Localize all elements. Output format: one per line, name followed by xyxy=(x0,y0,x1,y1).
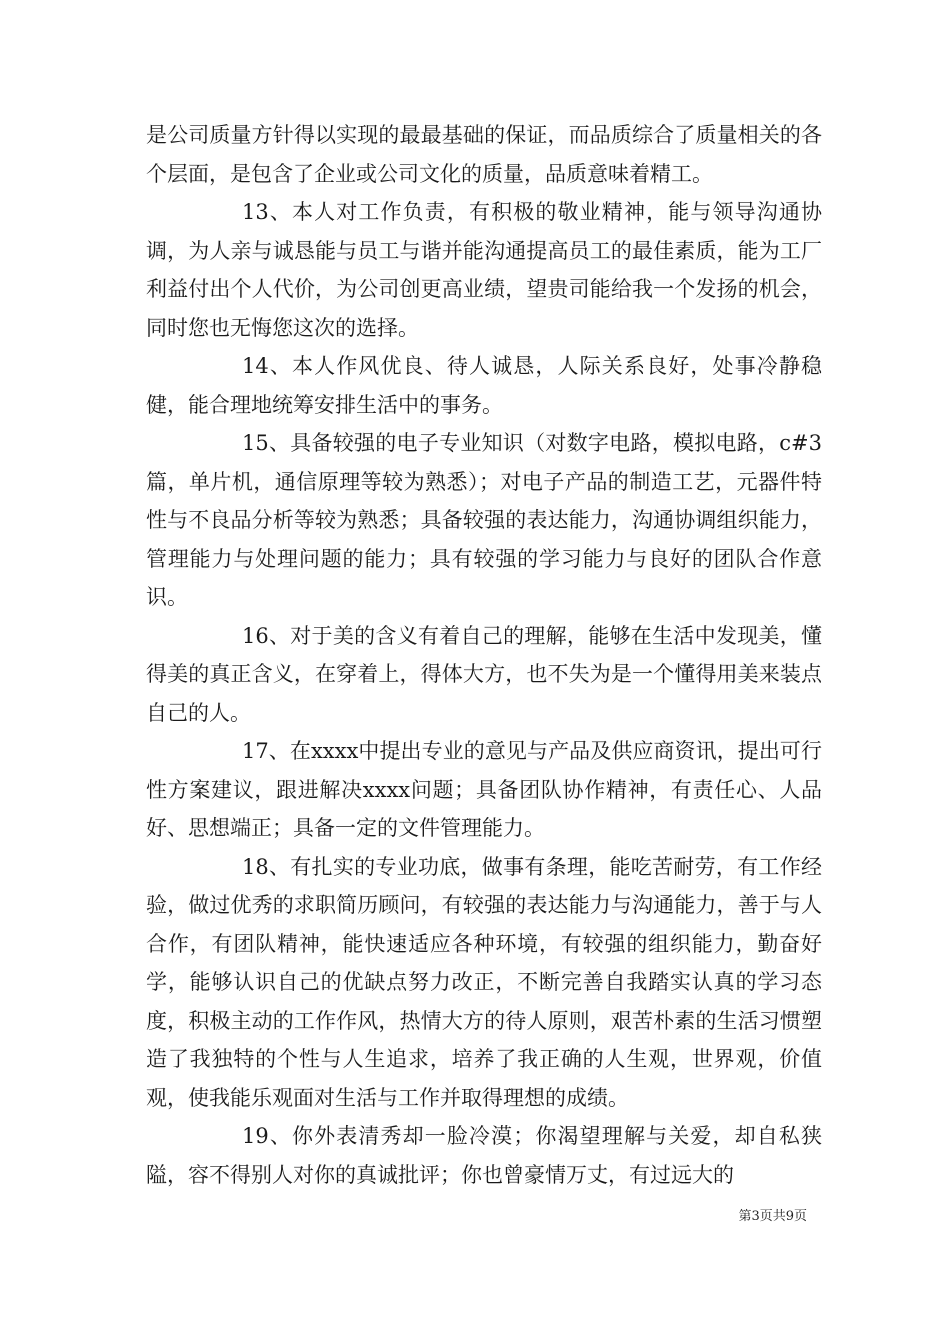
document-body xyxy=(146,116,822,1194)
paragraph-item-18: 18、有扎实的专业功底，做事有条理，能吃苦耐劳，有工作经验，做过优秀的求职简历顾问，有较强的表达能力与沟通能力，善于与人合作，有团队精神，能快速适应各种环境，有较强的组织能力，勤奋好学，能够认识自己的优缺点努力改正，不断完善自我踏实认真的学习态度，积极主动的工作作风，热情大方的待人原则，艰苦朴素的生活习惯塑造了我独特的个性与人生追求，培养了我正确的人生观，世界观，价值观，使我能乐观面对生活与工作并取得理想的成绩。 xyxy=(146,854,822,1110)
paragraph-item-14: 14、本人作风优良、待人诚恳，人际关系良好，处事冷静稳健，能合理地统筹安排生活中的事务。 xyxy=(146,354,822,417)
paragraph-item-13: 13、本人对工作负责，有积极的敬业精神，能与领导沟通协调，为人亲与诚恳能与员工与谐并能沟通提高员工的最佳素质，能为工厂利益付出个人代价，为公司创更高业绩，望贵司能给我一个发扬的机会，同时您也无悔您这次的选择。 xyxy=(146,200,822,340)
paragraph-item-16: 16、对于美的含义有着自己的理解，能够在生活中发现美，懂得美的真正含义，在穿着上，得体大方，也不失为是一个懂得用美来装点自己的人。 xyxy=(146,623,822,725)
paragraph-item-15: 15、具备较强的电子专业知识（对数字电路，模拟电路，c#3篇，单片机，通信原理等较为熟悉）；对电子产品的制造工艺，元器件特性与不良品分析等较为熟悉；具备较强的表达能力，沟通协调组织能力，管理能力与处理问题的能力；具有较强的学习能力与良好的团队合作意识。 xyxy=(146,431,822,609)
paragraph-continuation: 是公司质量方针得以实现的最最基础的保证，而品质综合了质量相关的各个层面，是包含了企业或公司文化的质量，品质意味着精工。 xyxy=(146,123,822,186)
paragraph-item-19: 19、你外表清秀却一脸冷漠；你渴望理解与关爱，却自私狭隘，容不得别人对你的真诚批评；你也曾豪情万丈，有过远大的 xyxy=(146,1124,822,1187)
paragraph-item-17: 17、在xxxx中提出专业的意见与产品及供应商资讯，提出可行性方案建议，跟进解决xxxx问题；具备团队协作精神，有责任心、人品好、思想端正；具备一定的文件管理能力。 xyxy=(146,739,822,840)
page-number-footer: 第3页共9页 xyxy=(738,1209,807,1224)
